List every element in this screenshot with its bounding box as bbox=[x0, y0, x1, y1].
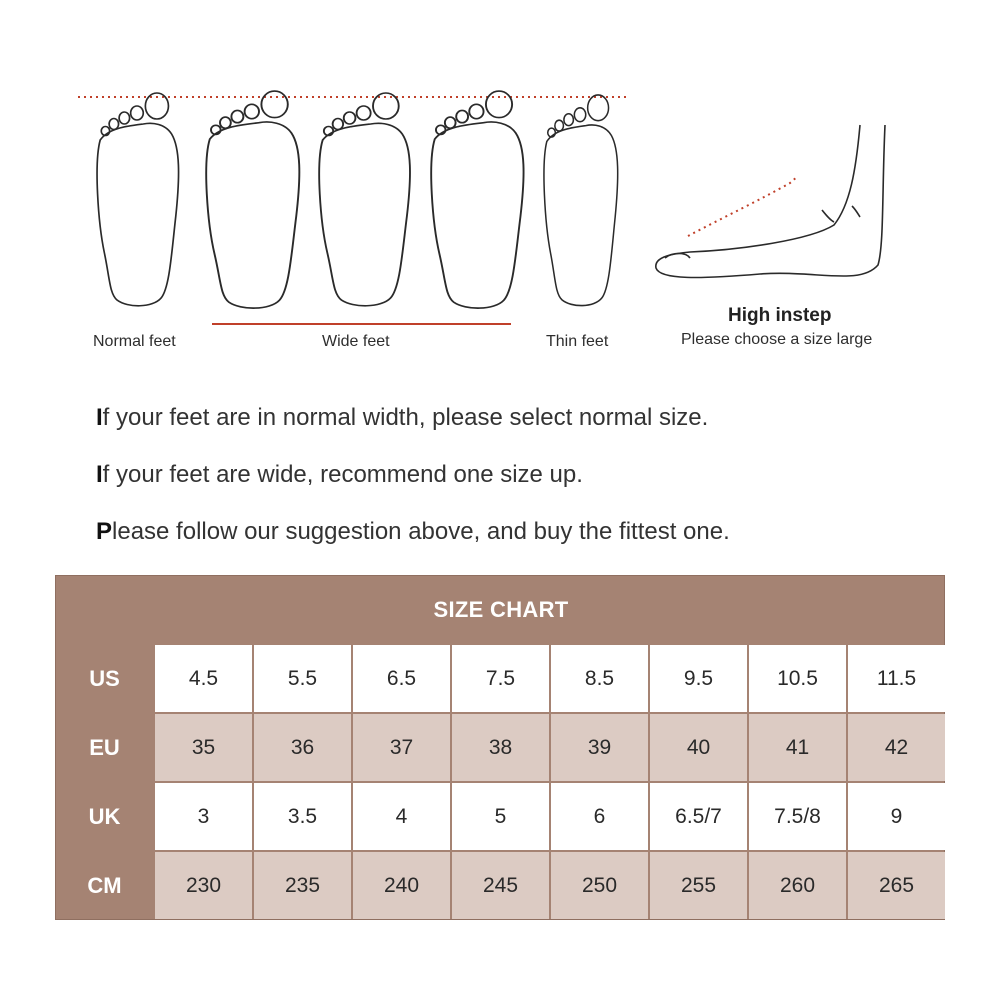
wide-foot-icon bbox=[431, 91, 523, 308]
thin-feet-label: Thin feet bbox=[546, 333, 609, 350]
size-cell: 42 bbox=[848, 714, 945, 781]
size-cell: 36 bbox=[254, 714, 351, 781]
tip-normal-width: If your feet are in normal width, please select normal size. bbox=[96, 404, 709, 431]
size-cell: 35 bbox=[155, 714, 252, 781]
size-row-us bbox=[56, 645, 946, 712]
row-label: EU bbox=[89, 735, 120, 760]
size-cell: 38 bbox=[452, 714, 549, 781]
wide-foot-icon bbox=[319, 93, 410, 306]
tip-follow-suggestion: Please follow our suggestion above, and buy the fittest one. bbox=[96, 518, 730, 545]
row-label: UK bbox=[88, 804, 121, 829]
size-cell: 9 bbox=[848, 783, 945, 850]
size-cell: 8.5 bbox=[551, 645, 648, 712]
size-cell: 9.5 bbox=[650, 645, 747, 712]
size-cell: 255 bbox=[650, 852, 747, 919]
high-instep-foot-icon bbox=[656, 125, 885, 278]
size-cell: 245 bbox=[452, 852, 549, 919]
size-cell: 37 bbox=[353, 714, 450, 781]
size-cell: 6.5 bbox=[353, 645, 450, 712]
foot-type-illustration bbox=[0, 0, 1000, 380]
row-label: US bbox=[89, 666, 120, 691]
tip-wide-feet: If your feet are wide, recommend one size up. bbox=[96, 461, 583, 488]
wide-feet-label: Wide feet bbox=[322, 333, 390, 350]
size-cell: 10.5 bbox=[749, 645, 846, 712]
size-cell: 40 bbox=[650, 714, 747, 781]
normal-foot-icon bbox=[97, 93, 178, 306]
size-chart-title: SIZE CHART bbox=[433, 597, 569, 622]
size-cell: 7.5 bbox=[452, 645, 549, 712]
row-label: CM bbox=[87, 873, 122, 898]
size-cell: 4 bbox=[353, 783, 450, 850]
size-cell: 260 bbox=[749, 852, 846, 919]
high-instep-title: High instep bbox=[728, 305, 832, 326]
size-cell: 265 bbox=[848, 852, 945, 919]
high-instep-note: Please choose a size large bbox=[681, 331, 873, 348]
size-cell: 5.5 bbox=[254, 645, 351, 712]
size-cell: 3.5 bbox=[254, 783, 351, 850]
wide-foot-icon bbox=[206, 91, 299, 308]
thin-foot-icon bbox=[544, 95, 618, 306]
size-cell: 235 bbox=[254, 852, 351, 919]
size-cell: 4.5 bbox=[155, 645, 252, 712]
size-cell: 240 bbox=[353, 852, 450, 919]
size-cell: 11.5 bbox=[848, 645, 945, 712]
size-cell: 41 bbox=[749, 714, 846, 781]
size-cell: 7.5/8 bbox=[749, 783, 846, 850]
size-cell: 6.5/7 bbox=[650, 783, 747, 850]
size-row-cm bbox=[56, 852, 946, 919]
instep-guide-line bbox=[688, 176, 798, 236]
size-row-eu bbox=[56, 714, 946, 781]
size-cell: 3 bbox=[155, 783, 252, 850]
size-cell: 250 bbox=[551, 852, 648, 919]
size-cell: 39 bbox=[551, 714, 648, 781]
size-cell: 5 bbox=[452, 783, 549, 850]
size-chart-table bbox=[55, 575, 945, 920]
size-cell: 6 bbox=[551, 783, 648, 850]
normal-feet-label: Normal feet bbox=[93, 333, 176, 350]
size-cell: 230 bbox=[155, 852, 252, 919]
size-row-uk bbox=[56, 783, 946, 850]
